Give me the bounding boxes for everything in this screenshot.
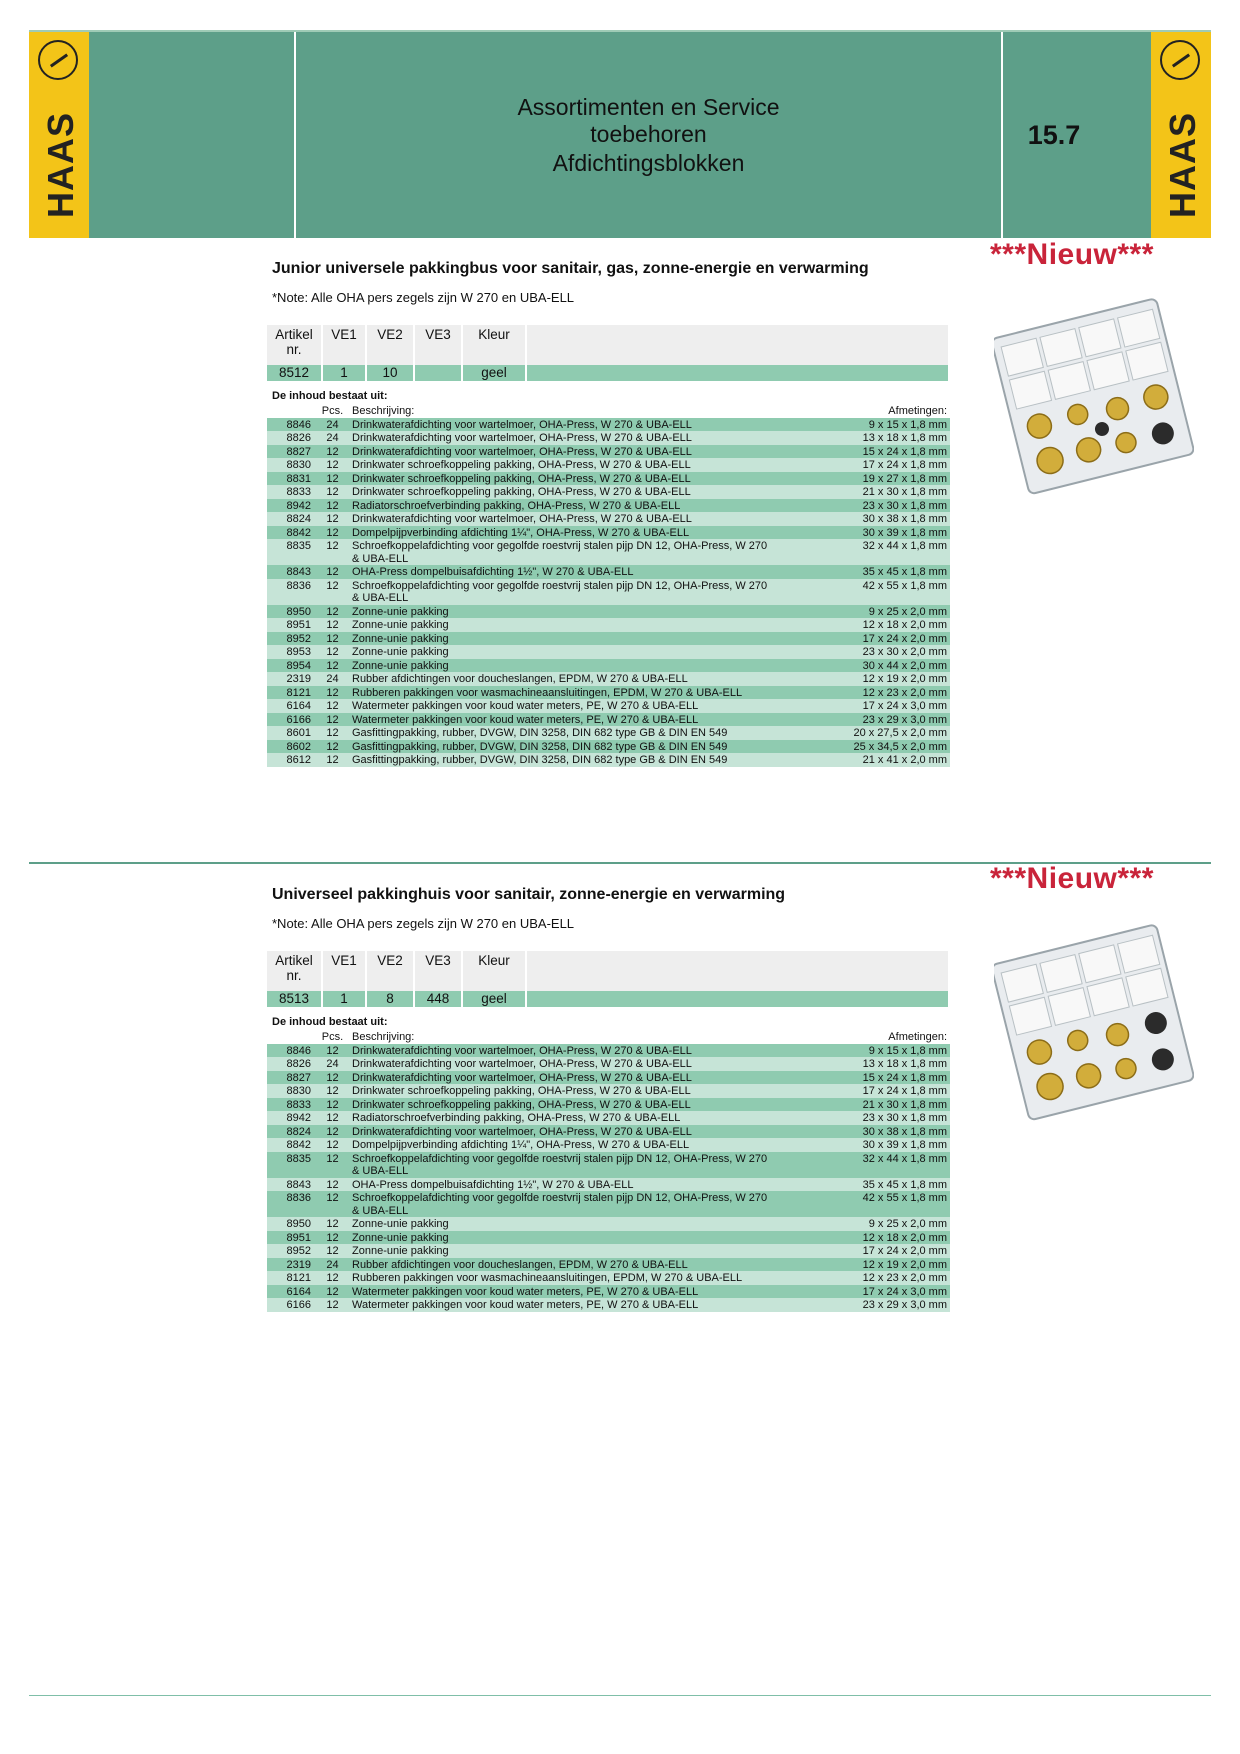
item-number: 8952 <box>267 632 316 646</box>
item-dimensions: 9 x 25 x 2,0 mm <box>774 1217 950 1231</box>
item-pcs: 12 <box>316 1125 349 1139</box>
item-number: 8121 <box>267 1271 316 1285</box>
item-description: Drinkwaterafdichting voor wartelmoer, OHA-Press, W 270 & UBA-ELL <box>349 512 774 526</box>
item-number: 8835 <box>267 1152 316 1178</box>
table-row <box>267 740 950 754</box>
article-number: 8513 <box>267 991 322 1007</box>
item-dimensions: 17 x 24 x 1,8 mm <box>774 1084 950 1098</box>
item-dimensions: 30 x 39 x 1,8 mm <box>774 526 950 540</box>
item-dimensions: 12 x 19 x 2,0 mm <box>774 672 950 686</box>
item-number: 8842 <box>267 526 316 540</box>
article-kleur: geel <box>462 991 526 1007</box>
item-dimensions: 35 x 45 x 1,8 mm <box>774 1178 950 1192</box>
product-photo-assortment-box <box>994 292 1194 502</box>
item-pcs: 12 <box>316 1084 349 1098</box>
item-dimensions: 9 x 15 x 1,8 mm <box>774 1044 950 1058</box>
article-table <box>267 951 950 1007</box>
item-number: 6164 <box>267 1285 316 1299</box>
bird-logo-icon <box>1160 40 1200 80</box>
item-description: Drinkwaterafdichting voor wartelmoer, OHA-Press, W 270 & UBA-ELL <box>349 1125 774 1139</box>
item-description: OHA-Press dompelbuisafdichting 1½", W 270 & UBA-ELL <box>349 1178 774 1192</box>
brand-wordmark: HAAS <box>1162 112 1203 219</box>
item-dimensions: 30 x 39 x 1,8 mm <box>774 1138 950 1152</box>
article-number: 8512 <box>267 365 322 381</box>
table-row <box>267 1231 950 1245</box>
col-ve3: VE3 <box>414 325 462 365</box>
item-number: 8831 <box>267 472 316 486</box>
contents-header <box>267 1030 950 1044</box>
item-description: Rubber afdichtingen voor doucheslangen, EPDM, W 270 & UBA-ELL <box>349 1258 774 1272</box>
table-row <box>267 565 950 579</box>
haas-logo-right <box>1151 32 1211 238</box>
item-description: Gasfittingpakking, rubber, DVGW, DIN 3258, DIN 682 type GB & DIN EN 549 <box>349 753 774 767</box>
col-kleur: Kleur <box>462 325 526 365</box>
article-ve1: 1 <box>322 991 366 1007</box>
item-description: Dompelpijpverbinding afdichting 1¼", OHA-Press, W 270 & UBA-ELL <box>349 526 774 540</box>
item-number: 8942 <box>267 499 316 513</box>
item-description: Rubberen pakkingen voor wasmachineaansluitingen, EPDM, W 270 & UBA-ELL <box>349 1271 774 1285</box>
item-dimensions: 15 x 24 x 1,8 mm <box>774 1071 950 1085</box>
item-number: 8601 <box>267 726 316 740</box>
brand-wordmark: HAAS <box>40 112 81 219</box>
item-dimensions: 30 x 38 x 1,8 mm <box>774 512 950 526</box>
item-pcs: 12 <box>316 485 349 499</box>
item-number: 2319 <box>267 672 316 686</box>
item-dimensions: 25 x 34,5 x 2,0 mm <box>774 740 950 754</box>
table-row <box>267 1271 950 1285</box>
contents-header <box>267 404 950 418</box>
item-number: 8942 <box>267 1111 316 1125</box>
item-number: 8830 <box>267 1084 316 1098</box>
article-ve2: 8 <box>366 991 414 1007</box>
item-description: Dompelpijpverbinding afdichting 1¼", OHA-Press, W 270 & UBA-ELL <box>349 1138 774 1152</box>
contents-head-nr <box>267 1030 316 1044</box>
item-description: Zonne-unie pakking <box>349 1231 774 1245</box>
table-row <box>267 472 950 486</box>
item-description: Radiatorschroefverbinding pakking, OHA-Press, W 270 & UBA-ELL <box>349 499 774 513</box>
table-row <box>267 1125 950 1139</box>
item-dimensions: 20 x 27,5 x 2,0 mm <box>774 726 950 740</box>
item-pcs: 12 <box>316 645 349 659</box>
table-row <box>267 632 950 646</box>
item-dimensions: 23 x 30 x 1,8 mm <box>774 1111 950 1125</box>
item-description: Zonne-unie pakking <box>349 659 774 673</box>
item-dimensions: 23 x 30 x 2,0 mm <box>774 645 950 659</box>
item-pcs: 12 <box>316 512 349 526</box>
item-pcs: 24 <box>316 431 349 445</box>
item-pcs: 12 <box>316 445 349 459</box>
item-description: Rubber afdichtingen voor doucheslangen, EPDM, W 270 & UBA-ELL <box>349 672 774 686</box>
item-pcs: 12 <box>316 1191 349 1217</box>
item-pcs: 12 <box>316 539 349 565</box>
item-number: 8833 <box>267 485 316 499</box>
item-pcs: 12 <box>316 632 349 646</box>
item-number: 8827 <box>267 445 316 459</box>
table-row <box>267 618 950 632</box>
item-pcs: 12 <box>316 699 349 713</box>
item-number: 8954 <box>267 659 316 673</box>
item-number: 8824 <box>267 1125 316 1139</box>
item-number: 8833 <box>267 1098 316 1112</box>
table-row <box>267 526 950 540</box>
contents-head-desc: Beschrijving: <box>349 1030 774 1044</box>
item-dimensions: 21 x 30 x 1,8 mm <box>774 485 950 499</box>
table-row <box>267 645 950 659</box>
item-pcs: 12 <box>316 618 349 632</box>
article-table-header <box>267 325 949 365</box>
bird-logo-icon <box>38 40 78 80</box>
item-pcs: 12 <box>316 526 349 540</box>
item-number: 8951 <box>267 1231 316 1245</box>
contents-head-pcs: Pcs. <box>316 404 349 418</box>
col-artikel: Artikel nr. <box>267 951 322 991</box>
col-ve2: VE2 <box>366 325 414 365</box>
item-number: 8827 <box>267 1071 316 1085</box>
article-ve1: 1 <box>322 365 366 381</box>
header-cell-title <box>296 32 1001 238</box>
table-row <box>267 1217 950 1231</box>
item-number: 8846 <box>267 418 316 432</box>
col-ve3: VE3 <box>414 951 462 991</box>
item-number: 8846 <box>267 1044 316 1058</box>
new-badge: ***Nieuw*** <box>990 238 1154 271</box>
col-artikel: Artikel nr. <box>267 325 322 365</box>
item-pcs: 12 <box>316 753 349 767</box>
table-row <box>267 1298 950 1312</box>
haas-logo-left <box>29 32 89 238</box>
item-dimensions: 12 x 19 x 2,0 mm <box>774 1258 950 1272</box>
item-dimensions: 30 x 44 x 2,0 mm <box>774 659 950 673</box>
item-description: Zonne-unie pakking <box>349 1217 774 1231</box>
item-dimensions: 13 x 18 x 1,8 mm <box>774 1057 950 1071</box>
item-dimensions: 12 x 18 x 2,0 mm <box>774 618 950 632</box>
table-row <box>267 1244 950 1258</box>
article-kleur: geel <box>462 365 526 381</box>
table-row <box>267 1044 950 1058</box>
product-photo-assortment-box <box>994 918 1194 1128</box>
item-description: Watermeter pakkingen voor koud water meters, PE, W 270 & UBA-ELL <box>349 699 774 713</box>
item-dimensions: 19 x 27 x 1,8 mm <box>774 472 950 486</box>
header-subtitle: Afdichtingsblokken <box>552 150 745 176</box>
item-pcs: 12 <box>316 659 349 673</box>
contents-table <box>267 404 950 767</box>
table-row <box>267 485 950 499</box>
item-pcs: 12 <box>316 1244 349 1258</box>
item-number: 8951 <box>267 618 316 632</box>
item-number: 8842 <box>267 1138 316 1152</box>
item-dimensions: 32 x 44 x 1,8 mm <box>774 1152 950 1178</box>
item-pcs: 12 <box>316 472 349 486</box>
table-row <box>267 1138 950 1152</box>
item-description: Gasfittingpakking, rubber, DVGW, DIN 3258, DIN 682 type GB & DIN EN 549 <box>349 740 774 754</box>
table-row <box>267 726 950 740</box>
table-row <box>267 458 950 472</box>
item-pcs: 12 <box>316 713 349 727</box>
item-pcs: 12 <box>316 1152 349 1178</box>
item-description: OHA-Press dompelbuisafdichting 1½", W 270 & UBA-ELL <box>349 565 774 579</box>
item-number: 2319 <box>267 1258 316 1272</box>
item-pcs: 24 <box>316 418 349 432</box>
table-row <box>267 605 950 619</box>
col-ve1: VE1 <box>322 325 366 365</box>
article-ve3 <box>414 365 462 381</box>
table-row <box>267 1191 950 1217</box>
section-title: Junior universele pakkingbus voor sanitair, gas, zonne-energie en verwarming <box>272 260 869 277</box>
table-row <box>267 499 950 513</box>
item-dimensions: 17 x 24 x 3,0 mm <box>774 699 950 713</box>
table-row <box>267 659 950 673</box>
section-note: *Note: Alle OHA pers zegels zijn W 270 en UBA-ELL <box>272 290 575 305</box>
table-row <box>267 1098 950 1112</box>
item-description: Watermeter pakkingen voor koud water meters, PE, W 270 & UBA-ELL <box>349 1285 774 1299</box>
table-row <box>267 445 950 459</box>
article-spacer <box>526 365 949 381</box>
item-dimensions: 21 x 30 x 1,8 mm <box>774 1098 950 1112</box>
item-pcs: 12 <box>316 1111 349 1125</box>
item-pcs: 24 <box>316 672 349 686</box>
item-description: Drinkwater schroefkoppeling pakking, OHA-Press, W 270 & UBA-ELL <box>349 458 774 472</box>
article-ve3: 448 <box>414 991 462 1007</box>
table-row <box>267 512 950 526</box>
item-description: Zonne-unie pakking <box>349 618 774 632</box>
contents-label: De inhoud bestaat uit: <box>272 390 388 402</box>
article-row <box>267 991 949 1007</box>
col-ve2: VE2 <box>366 951 414 991</box>
item-number: 6166 <box>267 1298 316 1312</box>
article-table-header <box>267 951 949 991</box>
item-dimensions: 32 x 44 x 1,8 mm <box>774 539 950 565</box>
header-title: Assortimenten en Service toebehoren <box>517 94 780 147</box>
item-dimensions: 21 x 41 x 2,0 mm <box>774 753 950 767</box>
contents-head-dim: Afmetingen: <box>774 404 950 418</box>
item-dimensions: 15 x 24 x 1,8 mm <box>774 445 950 459</box>
table-row <box>267 539 950 565</box>
item-description: Radiatorschroefverbinding pakking, OHA-Press, W 270 & UBA-ELL <box>349 1111 774 1125</box>
item-pcs: 12 <box>316 458 349 472</box>
item-pcs: 12 <box>316 1298 349 1312</box>
item-number: 8843 <box>267 565 316 579</box>
contents-head-dim: Afmetingen: <box>774 1030 950 1044</box>
item-description: Schroefkoppelafdichting voor gegolfde roestvrij stalen pijp DN 12, OHA-Press, W 270 & UBA-ELL <box>349 539 774 565</box>
item-description: Watermeter pakkingen voor koud water meters, PE, W 270 & UBA-ELL <box>349 1298 774 1312</box>
item-pcs: 12 <box>316 1178 349 1192</box>
section-note: *Note: Alle OHA pers zegels zijn W 270 en UBA-ELL <box>272 916 575 931</box>
item-pcs: 12 <box>316 1138 349 1152</box>
item-description: Rubberen pakkingen voor wasmachineaansluitingen, EPDM, W 270 & UBA-ELL <box>349 686 774 700</box>
table-row <box>267 753 950 767</box>
item-description: Drinkwaterafdichting voor wartelmoer, OHA-Press, W 270 & UBA-ELL <box>349 431 774 445</box>
item-dimensions: 17 x 24 x 2,0 mm <box>774 1244 950 1258</box>
item-pcs: 12 <box>316 726 349 740</box>
item-pcs: 12 <box>316 1271 349 1285</box>
table-row <box>267 1152 950 1178</box>
item-dimensions: 23 x 30 x 1,8 mm <box>774 499 950 513</box>
item-description: Drinkwater schroefkoppeling pakking, OHA-Press, W 270 & UBA-ELL <box>349 485 774 499</box>
item-pcs: 12 <box>316 605 349 619</box>
item-dimensions: 9 x 15 x 1,8 mm <box>774 418 950 432</box>
item-pcs: 12 <box>316 1285 349 1299</box>
item-number: 8826 <box>267 431 316 445</box>
item-number: 8602 <box>267 740 316 754</box>
item-pcs: 12 <box>316 740 349 754</box>
table-row <box>267 1084 950 1098</box>
item-dimensions: 30 x 38 x 1,8 mm <box>774 1125 950 1139</box>
new-badge: ***Nieuw*** <box>990 862 1154 895</box>
item-description: Drinkwaterafdichting voor wartelmoer, OHA-Press, W 270 & UBA-ELL <box>349 418 774 432</box>
item-pcs: 12 <box>316 1098 349 1112</box>
item-pcs: 12 <box>316 579 349 605</box>
item-description: Zonne-unie pakking <box>349 645 774 659</box>
article-spacer <box>526 991 949 1007</box>
item-pcs: 12 <box>316 1071 349 1085</box>
item-number: 8824 <box>267 512 316 526</box>
item-pcs: 12 <box>316 1044 349 1058</box>
item-pcs: 12 <box>316 1217 349 1231</box>
contents-label: De inhoud bestaat uit: <box>272 1016 388 1028</box>
item-number: 8836 <box>267 579 316 605</box>
table-row <box>267 1071 950 1085</box>
item-description: Drinkwaterafdichting voor wartelmoer, OHA-Press, W 270 & UBA-ELL <box>349 1057 774 1071</box>
item-dimensions: 17 x 24 x 2,0 mm <box>774 632 950 646</box>
item-dimensions: 9 x 25 x 2,0 mm <box>774 605 950 619</box>
table-row <box>267 1258 950 1272</box>
item-number: 8950 <box>267 1217 316 1231</box>
item-description: Zonne-unie pakking <box>349 605 774 619</box>
item-description: Schroefkoppelafdichting voor gegolfde roestvrij stalen pijp DN 12, OHA-Press, W 270 & UBA-ELL <box>349 579 774 605</box>
item-description: Gasfittingpakking, rubber, DVGW, DIN 3258, DIN 682 type GB & DIN EN 549 <box>349 726 774 740</box>
table-row <box>267 1111 950 1125</box>
header-cell-left <box>89 32 294 238</box>
table-row <box>267 1178 950 1192</box>
item-number: 8952 <box>267 1244 316 1258</box>
item-dimensions: 42 x 55 x 1,8 mm <box>774 579 950 605</box>
section-title: Universeel pakkinghuis voor sanitair, zonne-energie en verwarming <box>272 886 786 903</box>
item-dimensions: 17 x 24 x 3,0 mm <box>774 1285 950 1299</box>
contents-head-nr <box>267 404 316 418</box>
item-number: 8826 <box>267 1057 316 1071</box>
item-dimensions: 12 x 18 x 2,0 mm <box>774 1231 950 1245</box>
item-description: Drinkwaterafdichting voor wartelmoer, OHA-Press, W 270 & UBA-ELL <box>349 1071 774 1085</box>
item-pcs: 24 <box>316 1258 349 1272</box>
item-number: 6164 <box>267 699 316 713</box>
page-header <box>29 30 1211 240</box>
col-spacer <box>526 951 949 991</box>
footer-line <box>29 1695 1211 1696</box>
item-number: 8121 <box>267 686 316 700</box>
item-dimensions: 13 x 18 x 1,8 mm <box>774 431 950 445</box>
item-description: Watermeter pakkingen voor koud water meters, PE, W 270 & UBA-ELL <box>349 713 774 727</box>
item-description: Drinkwater schroefkoppeling pakking, OHA-Press, W 270 & UBA-ELL <box>349 1084 774 1098</box>
article-ve2: 10 <box>366 365 414 381</box>
item-dimensions: 12 x 23 x 2,0 mm <box>774 1271 950 1285</box>
item-pcs: 12 <box>316 686 349 700</box>
item-number: 8953 <box>267 645 316 659</box>
item-number: 6166 <box>267 713 316 727</box>
article-table <box>267 325 950 381</box>
table-row <box>267 418 950 432</box>
item-dimensions: 35 x 45 x 1,8 mm <box>774 565 950 579</box>
item-description: Drinkwater schroefkoppeling pakking, OHA-Press, W 270 & UBA-ELL <box>349 472 774 486</box>
item-dimensions: 23 x 29 x 3,0 mm <box>774 713 950 727</box>
table-row <box>267 699 950 713</box>
table-row <box>267 431 950 445</box>
col-kleur: Kleur <box>462 951 526 991</box>
item-pcs: 12 <box>316 499 349 513</box>
item-number: 8836 <box>267 1191 316 1217</box>
contents-head-desc: Beschrijving: <box>349 404 774 418</box>
table-row <box>267 672 950 686</box>
col-spacer <box>526 325 949 365</box>
item-number: 8612 <box>267 753 316 767</box>
item-description: Drinkwater schroefkoppeling pakking, OHA-Press, W 270 & UBA-ELL <box>349 1098 774 1112</box>
item-dimensions: 23 x 29 x 3,0 mm <box>774 1298 950 1312</box>
contents-table <box>267 1030 950 1312</box>
item-description: Zonne-unie pakking <box>349 1244 774 1258</box>
item-dimensions: 12 x 23 x 2,0 mm <box>774 686 950 700</box>
table-row <box>267 579 950 605</box>
table-row <box>267 1057 950 1071</box>
item-number: 8830 <box>267 458 316 472</box>
item-pcs: 12 <box>316 565 349 579</box>
item-number: 8950 <box>267 605 316 619</box>
table-row <box>267 713 950 727</box>
item-description: Schroefkoppelafdichting voor gegolfde roestvrij stalen pijp DN 12, OHA-Press, W 270 & UBA-ELL <box>349 1191 774 1217</box>
item-dimensions: 42 x 55 x 1,8 mm <box>774 1191 950 1217</box>
col-ve1: VE1 <box>322 951 366 991</box>
article-row <box>267 365 949 381</box>
table-row <box>267 686 950 700</box>
item-description: Zonne-unie pakking <box>349 632 774 646</box>
item-description: Schroefkoppelafdichting voor gegolfde roestvrij stalen pijp DN 12, OHA-Press, W 270 & UBA-ELL <box>349 1152 774 1178</box>
item-pcs: 24 <box>316 1057 349 1071</box>
item-description: Drinkwaterafdichting voor wartelmoer, OHA-Press, W 270 & UBA-ELL <box>349 445 774 459</box>
item-description: Drinkwaterafdichting voor wartelmoer, OHA-Press, W 270 & UBA-ELL <box>349 1044 774 1058</box>
item-number: 8843 <box>267 1178 316 1192</box>
item-pcs: 12 <box>316 1231 349 1245</box>
item-number: 8835 <box>267 539 316 565</box>
item-dimensions: 17 x 24 x 1,8 mm <box>774 458 950 472</box>
page-number: 15.7 <box>1027 120 1081 150</box>
contents-head-pcs: Pcs. <box>316 1030 349 1044</box>
table-row <box>267 1285 950 1299</box>
